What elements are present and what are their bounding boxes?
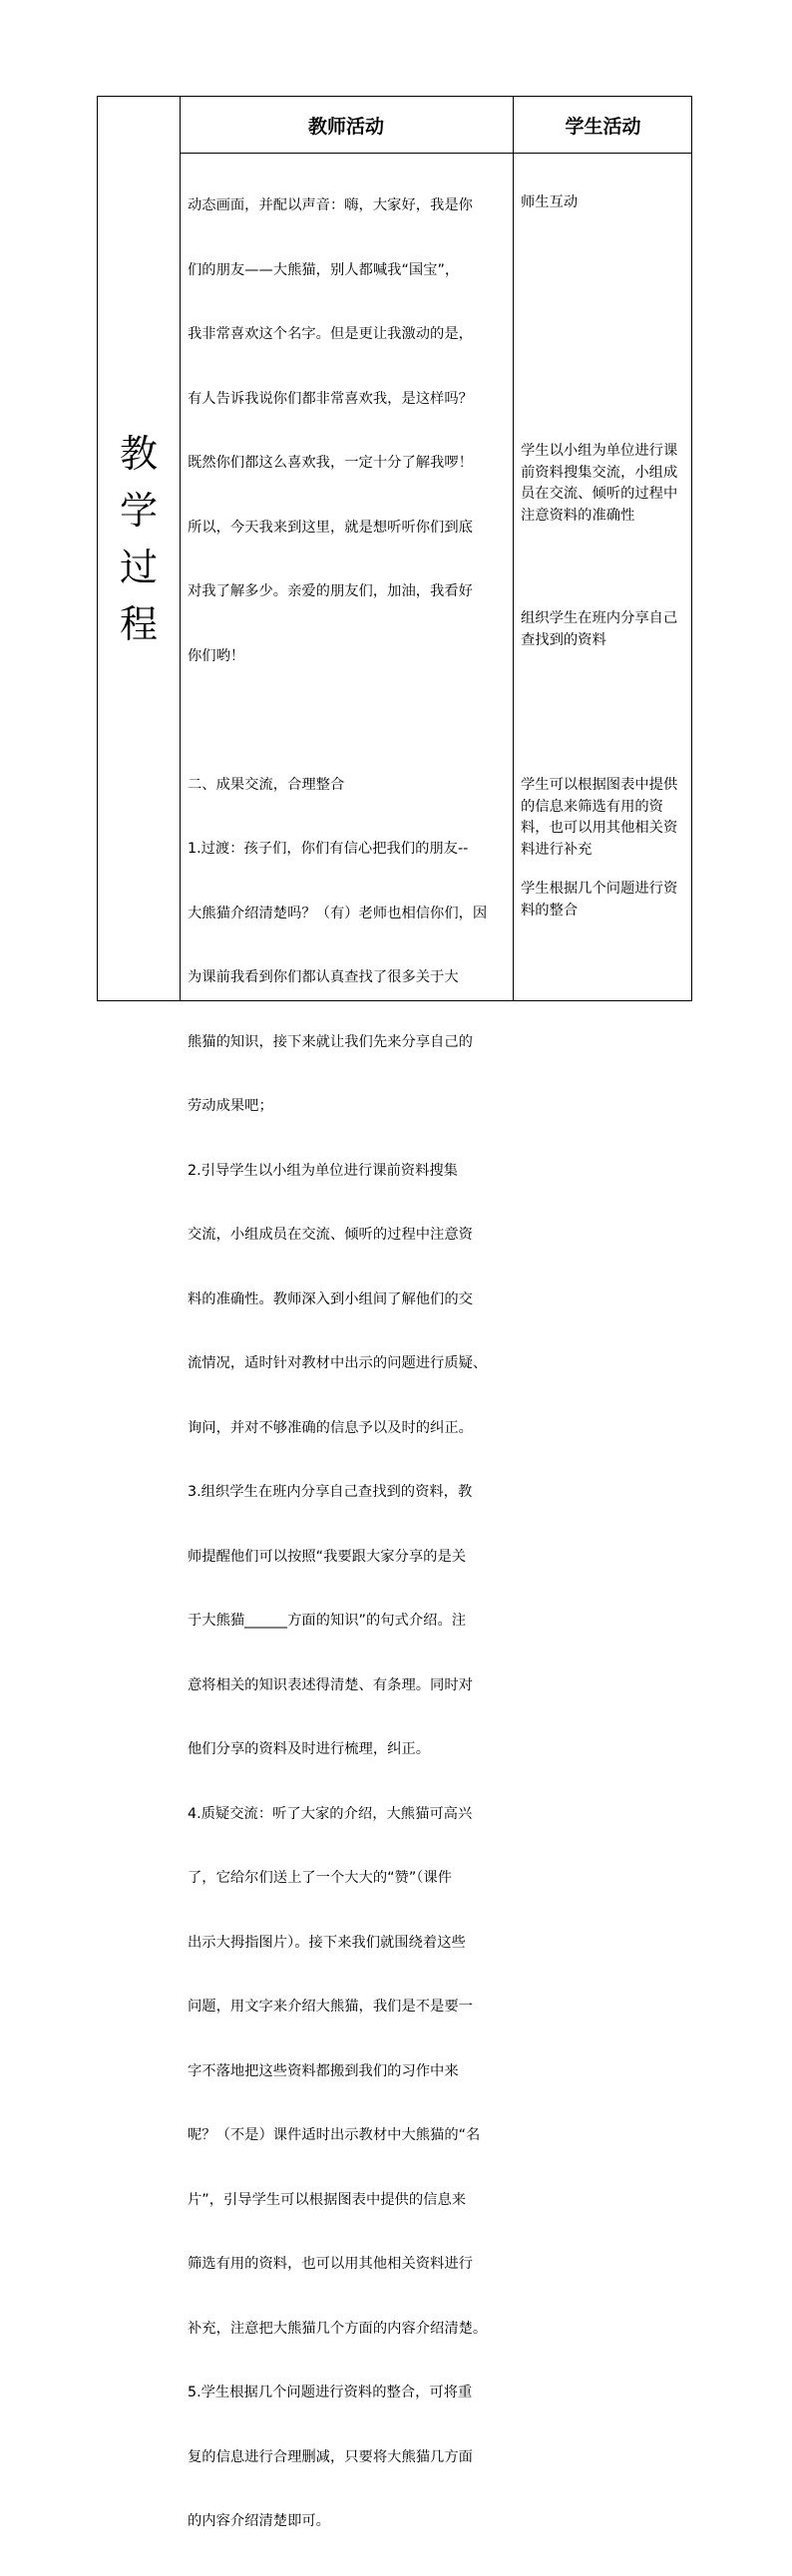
teacher-line: 有人告诉我说你们都非常喜欢我，是这样吗？ xyxy=(188,390,473,407)
teacher-activity-header: 教师活动 xyxy=(307,115,384,138)
teacher-line: 交流，小组成员在交流、倾听的过程中注意资 xyxy=(188,1227,473,1243)
teacher-line: 二、成果交流，合理整合 xyxy=(188,776,345,793)
teacher-line: 出示大拇指图片）。接下来我们就围绕着这些 xyxy=(188,1934,466,1951)
teacher-line: 字不落地把这些资料都搬到我们的习作中来 xyxy=(188,2062,459,2079)
teacher-line: 补充，注意把大熊猫几个方面的内容介绍清楚。 xyxy=(188,2320,488,2337)
student-activity-header: 学生活动 xyxy=(565,115,641,138)
teacher-line: 流情况，适时针对教材中出示的问题进行质疑、 xyxy=(188,1355,488,1371)
student-note-class-share: 组织学生在班内分享自己查找到的资料 xyxy=(521,610,678,648)
teacher-line: 复的信息进行合理删减，只要将大熊猫几方面 xyxy=(188,2448,473,2465)
teacher-activity-content xyxy=(188,153,509,2576)
teacher-line: 你们哟！ xyxy=(188,647,245,664)
teacher-line: 片”，引导学生可以根据图表中提供的信息来 xyxy=(188,2191,467,2208)
teacher-line: 他们分享的资料及时进行梳理，纠正。 xyxy=(188,1741,431,1757)
teacher-line: 呢？（不是）课件适时出示教材中大熊猫的“名 xyxy=(188,2127,481,2143)
teacher-line: 问题，用文字来介绍大熊猫，我们是不是要一 xyxy=(188,1999,473,2015)
teacher-line: 既然你们都这么喜欢我，一定十分了解我啰！ xyxy=(188,455,473,471)
teacher-line: 4.质疑交流：听了大家的介绍，大熊猫可高兴 xyxy=(188,1805,473,1822)
teacher-line: 筛选有用的资料，也可以用其他相关资料进行 xyxy=(188,2256,473,2272)
section-label-char: 学 xyxy=(119,489,158,533)
section-label-teaching-process xyxy=(98,426,180,653)
teacher-line: 们的朋友——大熊猫，别人都喊我“国宝”， xyxy=(188,261,460,278)
teacher-line: 询问，并对不够准确的信息予以及时的纠正。 xyxy=(188,1419,473,1436)
teacher-line: 动态画面，并配以声音：嗨，大家好，我是你 xyxy=(188,197,473,213)
student-note-group-exchange: 学生以小组为单位进行课前资料搜集交流，小组成员在交流、倾听的过程中注意资料的准确性 xyxy=(521,443,678,524)
teacher-line: 师提醒他们可以按照“我要跟大家分享的是关 xyxy=(188,1548,467,1565)
section-label-char: 教 xyxy=(119,432,158,476)
teacher-line: 意将相关的知识表述得清楚、有条理。同时对 xyxy=(188,1676,473,1693)
teacher-line: 对我了解多少。亲爱的朋友们，加油，我看好 xyxy=(188,583,473,599)
teacher-line: 我非常喜欢这个名字。但是更让我激动的是， xyxy=(188,326,473,342)
teacher-line: 所以，今天我来到这里，就是想听听你们到底 xyxy=(188,519,473,536)
column-divider xyxy=(513,97,514,1000)
section-label-char: 过 xyxy=(119,546,158,589)
column-divider xyxy=(180,97,181,1000)
teacher-line: 1.过渡：孩子们，你们有信心把我们的朋友-- xyxy=(188,841,469,857)
student-note-interaction: 师生互动 xyxy=(521,194,579,210)
teacher-line: 2.引导学生以小组为单位进行课前资料搜集 xyxy=(188,1162,458,1179)
teacher-line: 5.学生根据几个问题进行资料的整合，可将重 xyxy=(188,2385,473,2400)
teacher-line: 料的准确性。教师深入到小组间了解他们的交 xyxy=(188,1290,473,1307)
section-label-char: 程 xyxy=(119,602,158,646)
student-note-integrate-material: 学生根据几个问题进行资料的整合 xyxy=(521,881,678,919)
student-note-filter-material: 学生可以根据图表中提供的信息来筛选有用的资料，也可以用其他相关资料进行补充 xyxy=(521,777,678,858)
teacher-line: 的内容介绍清楚即可。 xyxy=(188,2513,330,2529)
teacher-line: 大熊猫介绍清楚吗？（有）老师也相信你们，因 xyxy=(188,905,488,921)
teacher-line: 3.组织学生在班内分享自己查找到的资料，教 xyxy=(188,1484,473,1500)
teacher-line: 熊猫的知识，接下来就让我们先来分享自己的 xyxy=(188,1033,473,1050)
teacher-line: 劳动成果吧； xyxy=(188,1098,273,1114)
teacher-line xyxy=(188,710,509,732)
teacher-line: 为课前我看到你们都认真查找了很多关于大 xyxy=(188,969,459,985)
teacher-line: 了，它给尔们送上了一个大大的“赞”（课件 xyxy=(188,1870,453,1886)
lesson-process-table xyxy=(97,96,692,2529)
teacher-line: 于大熊猫______方面的知识”的句式介绍。注 xyxy=(188,1613,467,1629)
